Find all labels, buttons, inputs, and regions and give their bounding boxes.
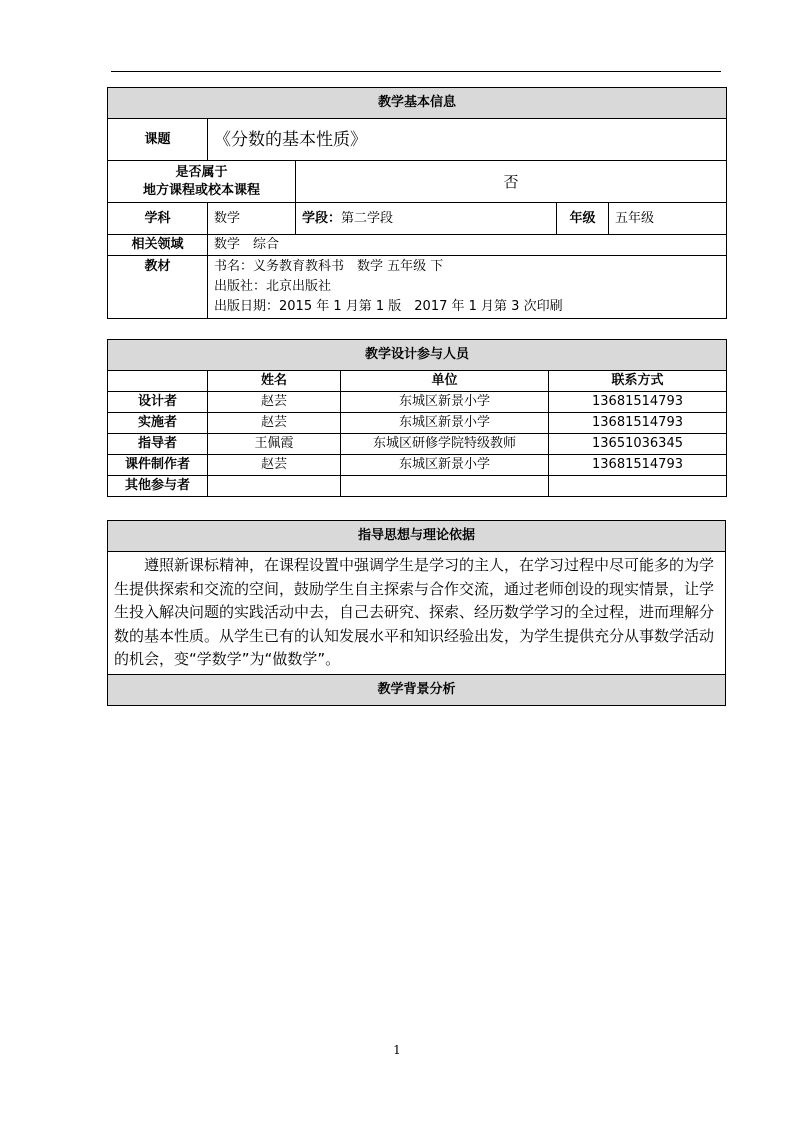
local-course-label-line2: 地方课程或校本课程 <box>142 182 260 198</box>
header-rule <box>111 71 721 72</box>
contact-cell: 13681514793 <box>549 455 727 476</box>
name-cell: 赵芸 <box>208 413 341 434</box>
table-row <box>108 476 727 497</box>
role-cell: 实施者 <box>108 413 208 434</box>
stage-label: 学段： <box>302 210 342 226</box>
column-header-name: 姓名 <box>208 371 341 392</box>
guiding-table <box>107 520 726 706</box>
subject-label: 学科 <box>108 203 208 235</box>
role-cell: 课件制作者 <box>108 455 208 476</box>
field-value: 数学 综合 <box>208 235 727 256</box>
basic-info-header: 教学基本信息 <box>108 88 727 119</box>
contact-cell: 13681514793 <box>549 392 727 413</box>
field-label: 相关领域 <box>108 235 208 256</box>
page-number: 1 <box>393 1043 401 1057</box>
name-cell <box>208 476 341 497</box>
table-row <box>108 413 727 434</box>
local-course-value: 否 <box>296 161 727 203</box>
textbook-line: 出版社：北京出版社 <box>214 279 332 294</box>
subject-value: 数学 <box>208 203 296 235</box>
name-cell: 赵芸 <box>208 392 341 413</box>
column-header <box>108 371 208 392</box>
background-header: 教学背景分析 <box>108 674 726 705</box>
grade-label: 年级 <box>557 203 609 235</box>
guiding-header: 指导思想与理论依据 <box>108 521 726 552</box>
unit-cell: 东城区新景小学 <box>341 413 549 434</box>
unit-cell: 东城区新景小学 <box>341 392 549 413</box>
topic-value: 《分数的基本性质》 <box>208 119 727 161</box>
participants-header: 教学设计参与人员 <box>108 340 727 371</box>
table-row <box>108 434 727 455</box>
basic-info-table <box>107 87 727 319</box>
unit-cell: 东城区新景小学 <box>341 455 549 476</box>
textbook-line: 出版日期：2015 年 1 月第 1 版 2017 年 1 月第 3 次印刷 <box>214 299 563 314</box>
name-cell: 赵芸 <box>208 455 341 476</box>
table-row <box>108 392 727 413</box>
role-cell: 设计者 <box>108 392 208 413</box>
column-header-contact: 联系方式 <box>549 371 727 392</box>
unit-cell: 东城区研修学院特级教师 <box>341 434 549 455</box>
grade-value: 五年级 <box>609 203 727 235</box>
participants-table <box>107 339 727 497</box>
contact-cell: 13651036345 <box>549 434 727 455</box>
role-cell: 指导者 <box>108 434 208 455</box>
unit-cell <box>341 476 549 497</box>
textbook-value <box>208 256 727 319</box>
contact-cell: 13681514793 <box>549 413 727 434</box>
topic-label: 课题 <box>108 119 208 161</box>
role-cell: 其他参与者 <box>108 476 208 497</box>
column-header-unit: 单位 <box>341 371 549 392</box>
textbook-label: 教材 <box>108 256 208 319</box>
table-row <box>108 455 727 476</box>
stage-value: 第二学段 <box>341 210 394 226</box>
stage-cell <box>296 203 557 235</box>
local-course-label <box>108 161 296 203</box>
contact-cell <box>549 476 727 497</box>
name-cell: 王佩霞 <box>208 434 341 455</box>
guiding-paragraph: 遵照新课标精神，在课程设置中强调学生是学习的主人，在学习过程中尽可能多的为学生提供探索和交流的空间，鼓励学生自主探索与合作交流，通过老师创设的现实情景，让学生投入解决问题的实践活动中去，自己去研究、探索、经历数学学习的全过程，进而理解分数的基本性质。从学生已有的认知发展水平和知识经验出发，为学生提供充分从事数学活动的机会，变“学数学”为“做数学”。 <box>108 552 726 675</box>
local-course-label-line1: 是否属于 <box>175 164 228 180</box>
textbook-line: 书名：义务教育教科书 数学 五年级 下 <box>214 259 444 274</box>
